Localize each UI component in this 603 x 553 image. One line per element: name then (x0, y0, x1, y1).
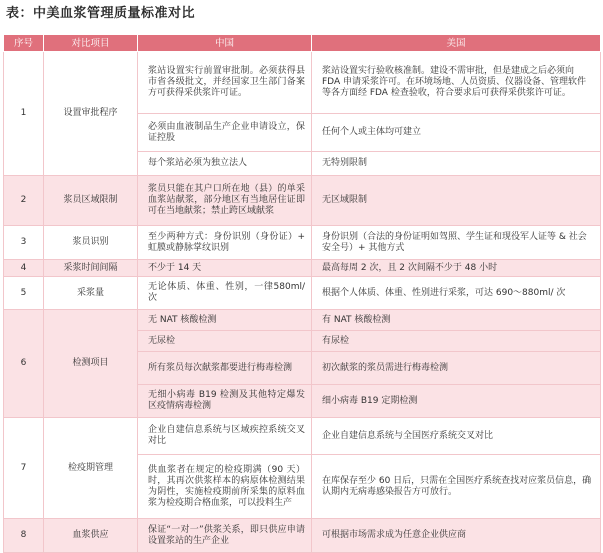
table-title: 表：中美血浆管理质量标准对比 (6, 6, 196, 21)
cell-china: 无 NAT 核酸检测 (138, 310, 312, 331)
cell-usa: 无特别限制 (312, 152, 601, 176)
table-row (4, 519, 601, 553)
row-number: 3 (4, 226, 44, 260)
cell-usa: 细小病毒 B19 定期检测 (312, 385, 601, 418)
table-row (4, 310, 601, 331)
table-row (4, 52, 601, 114)
cell-china: 无细小病毒 B19 检测及其他特定爆发区疫情病毒检测 (138, 385, 312, 418)
cell-usa: 企业自建信息系统与全国医疗系统交叉对比 (312, 418, 601, 455)
row-number: 2 (4, 176, 44, 226)
table-row (4, 260, 601, 277)
row-number: 4 (4, 260, 44, 277)
row-number: 8 (4, 519, 44, 553)
row-number: 5 (4, 277, 44, 310)
header-row (4, 35, 601, 52)
table-row (4, 418, 601, 455)
cell-usa: 可根据市场需求成为任意企业供应商 (312, 519, 601, 553)
table-row (4, 277, 601, 310)
cell-usa: 在库保存至少 60 日后，只需在全国医疗系统查找对应浆员信息，确认期内无病毒感染报告方可放行。 (312, 455, 601, 519)
cell-usa: 浆站设置实行验收核准制。建设不需审批，但是建成之后必须向 FDA 申请采浆许可。在环境场地、人员资质、仪器设备、管理软件等各方面经 FDA 检查验收，符合要求后可获得采供浆许可证。 (312, 52, 601, 114)
row-item: 设置审批程序 (44, 52, 138, 176)
row-item: 浆员识别 (44, 226, 138, 260)
cell-china: 浆员只能在其户口所在地（县）的单采血浆站献浆，部分地区有当地居住证即可在当地献浆；禁止跨区域献浆 (138, 176, 312, 226)
comparison-table (3, 34, 601, 553)
cell-china: 不少于 14 天 (138, 260, 312, 277)
row-number: 7 (4, 418, 44, 519)
cell-usa: 有 NAT 核酸检测 (312, 310, 601, 331)
cell-china: 必须由血液制品生产企业申请设立，保证控股 (138, 114, 312, 152)
cell-usa: 最高每周 2 次，且 2 次间隔不少于 48 小时 (312, 260, 601, 277)
cell-china: 浆站设置实行前置审批制。必须获得县市省各级批文，并经国家卫生部门备案方可获得采供浆许可证。 (138, 52, 312, 114)
cell-china: 供血浆者在规定的检疫期满（90 天）时，其再次供浆样本的病原体检测结果为阴性，实施检疫期前所采集的原料血浆为检疫期合格血浆，可以投料生产 (138, 455, 312, 519)
cell-usa: 身份识别（合法的身份证明如驾照、学生证和现役军人证等 & 社会安全号）+ 其他方式 (312, 226, 601, 260)
cell-usa: 无区域限制 (312, 176, 601, 226)
row-item: 采浆时间间隔 (44, 260, 138, 277)
header-china: 中国 (138, 35, 312, 52)
cell-usa: 任何个人或主体均可建立 (312, 114, 601, 152)
row-item: 浆员区域限制 (44, 176, 138, 226)
cell-usa: 初次献浆的浆员需进行梅毒检测 (312, 352, 601, 385)
header-item: 对比项目 (44, 35, 138, 52)
table-row (4, 176, 601, 226)
cell-usa: 根据个人体质、体重、性别进行采浆，可达 690～880ml/ 次 (312, 277, 601, 310)
table-row (4, 226, 601, 260)
header-usa: 美国 (312, 35, 601, 52)
cell-china: 无尿检 (138, 331, 312, 352)
row-item: 采浆量 (44, 277, 138, 310)
header-no: 序号 (4, 35, 44, 52)
row-item: 检疫期管理 (44, 418, 138, 519)
row-item: 血浆供应 (44, 519, 138, 553)
cell-china: 至少两种方式：身份识别（身份证）+ 虹膜或静脉掌纹识别 (138, 226, 312, 260)
cell-china: 所有浆员每次献浆都要进行梅毒检测 (138, 352, 312, 385)
row-number: 1 (4, 52, 44, 176)
cell-china: 企业自建信息系统与区域疾控系统交叉对比 (138, 418, 312, 455)
row-number: 6 (4, 310, 44, 418)
cell-usa: 有尿检 (312, 331, 601, 352)
cell-china: 保证“一对一”供浆关系，即只供应申请设置浆站的生产企业 (138, 519, 312, 553)
cell-china: 每个浆站必须为独立法人 (138, 152, 312, 176)
cell-china: 无论体质、体重、性别，一律580ml/ 次 (138, 277, 312, 310)
row-item: 检测项目 (44, 310, 138, 418)
